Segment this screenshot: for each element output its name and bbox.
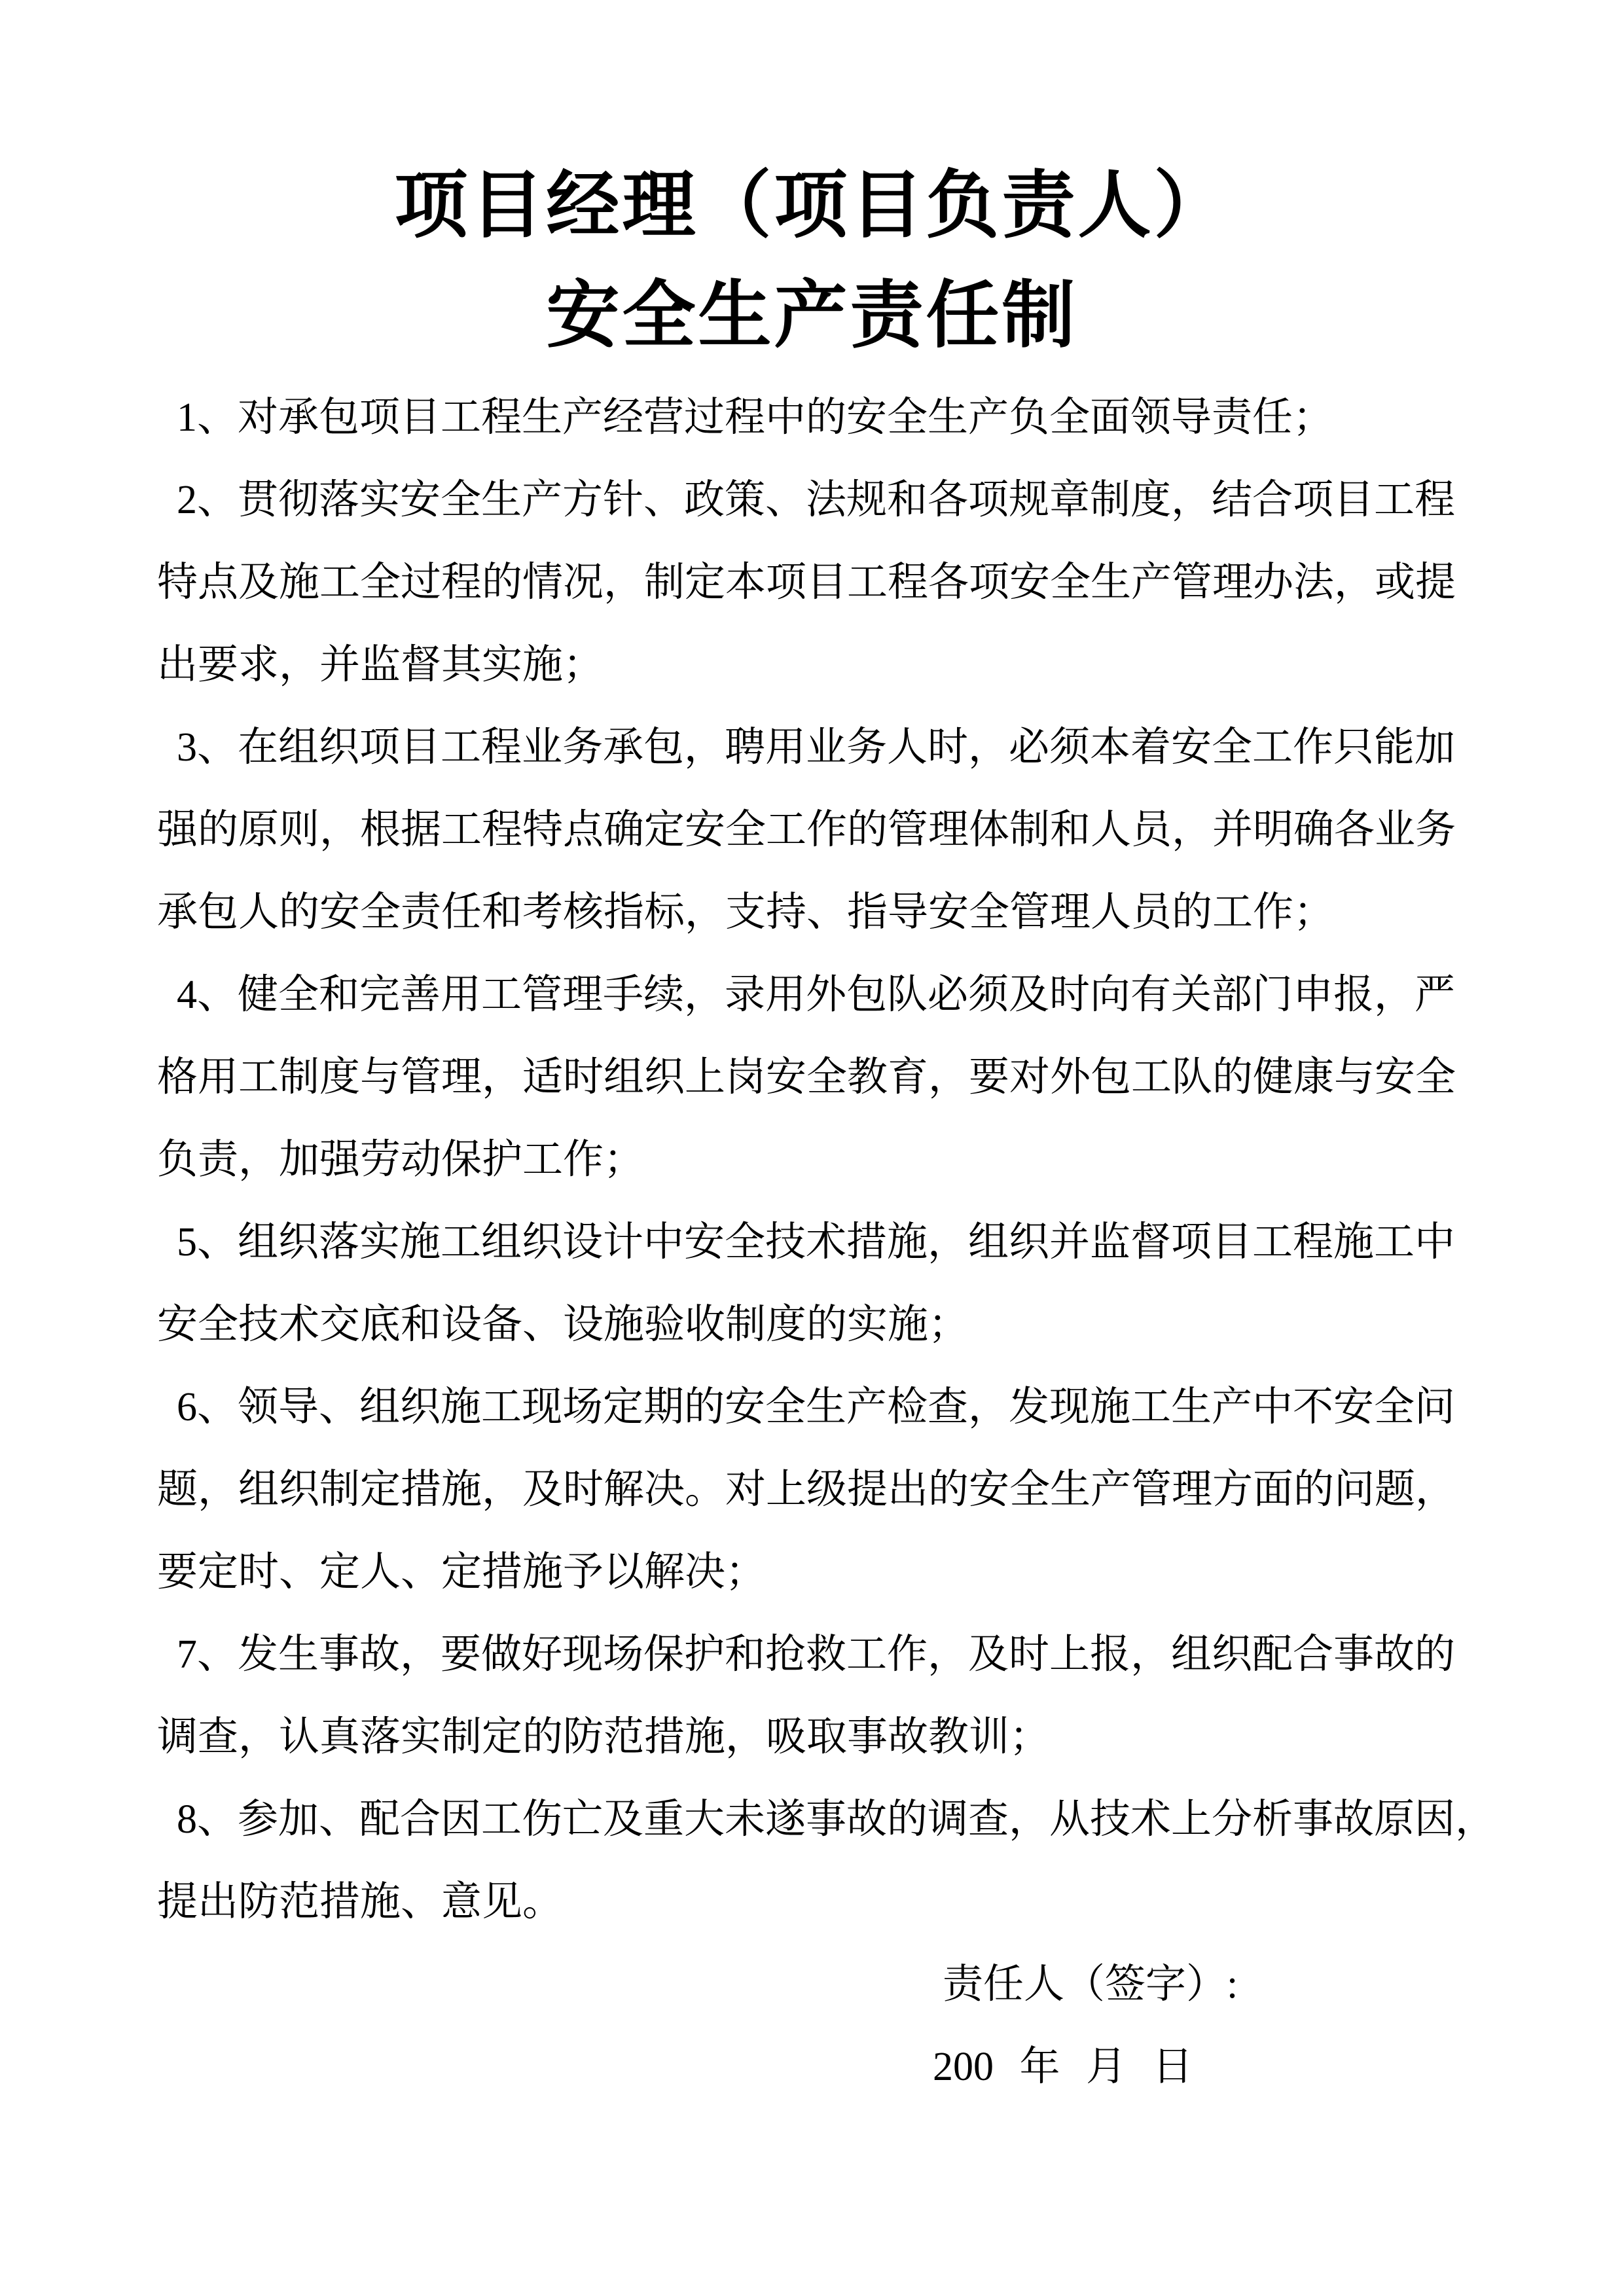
- paragraph-line: 8、参加、配合因工伤亡及重大未遂事故的调查，从技术上分析事故原因，: [177, 1797, 1496, 1842]
- paragraph-line: 题，组织制定措施，及时解决。对上级提出的安全生产管理方面的问题，: [157, 1467, 1456, 1512]
- paragraph-line: 1、对承包项目工程生产经营过程中的安全生产负全面领导责任；: [177, 395, 1334, 440]
- paragraph-line: 负责，加强劳动保护工作；: [157, 1138, 645, 1182]
- paragraph-line: 特点及施工全过程的情况，制定本项目工程各项安全生产管理办法，或提: [157, 560, 1456, 605]
- paragraph-line: 承包人的安全责任和考核指标，支持、指导安全管理人员的工作；: [157, 890, 1335, 935]
- paragraph-line: 提出防范措施、意见。: [157, 1880, 564, 1924]
- title-line-2: 安全生产责任制: [546, 274, 1078, 356]
- clause-list: [157, 376, 1496, 1943]
- document-body: [157, 376, 1496, 2108]
- paragraph-line: 安全技术交底和设备、设施验收制度的实施；: [157, 1302, 969, 1347]
- signature-block: [157, 1943, 1470, 2108]
- title-line-1: 项目经理（项目负责人）: [394, 164, 1230, 246]
- paragraph-line: 4、健全和完善用工管理手续，录用外包队必须及时向有关部门申报，严: [177, 973, 1456, 1017]
- paragraph-line: 3、在组织项目工程业务承包，聘用业务人时，必须本着安全工作只能加: [177, 725, 1456, 770]
- paragraph-line: 要定时、定人、定措施予以解决；: [157, 1550, 767, 1594]
- paragraph-line: 格用工制度与管理，适时组织上岗安全教育，要对外包工队的健康与安全: [157, 1055, 1456, 1100]
- paragraph-line: 6、领导、组织施工现场定期的安全生产检查，发现施工生产中不安全问: [177, 1385, 1456, 1429]
- paragraph-line: 7、发生事故，要做好现场保护和抢救工作，及时上报，组织配合事故的: [177, 1632, 1456, 1677]
- date-line: 200 年 月 日: [933, 2045, 1193, 2089]
- paragraph-line: 2、贯彻落实安全生产方针、政策、法规和各项规章制度，结合项目工程: [177, 478, 1456, 522]
- paragraph-line: 调查，认真落实制定的防范措施，吸取事故教训；: [157, 1715, 1051, 1759]
- paragraph-line: 出要求，并监督其实施；: [157, 643, 604, 687]
- paragraph-line: 强的原则，根据工程特点确定安全工作的管理体制和人员，并明确各业务: [157, 808, 1456, 852]
- document-title: [0, 0, 1624, 370]
- paragraph-line: 5、组织落实施工组织设计中安全技术措施，组织并监督项目工程施工中: [177, 1220, 1456, 1265]
- signer-line: 责任人（签字）:: [943, 1962, 1238, 2007]
